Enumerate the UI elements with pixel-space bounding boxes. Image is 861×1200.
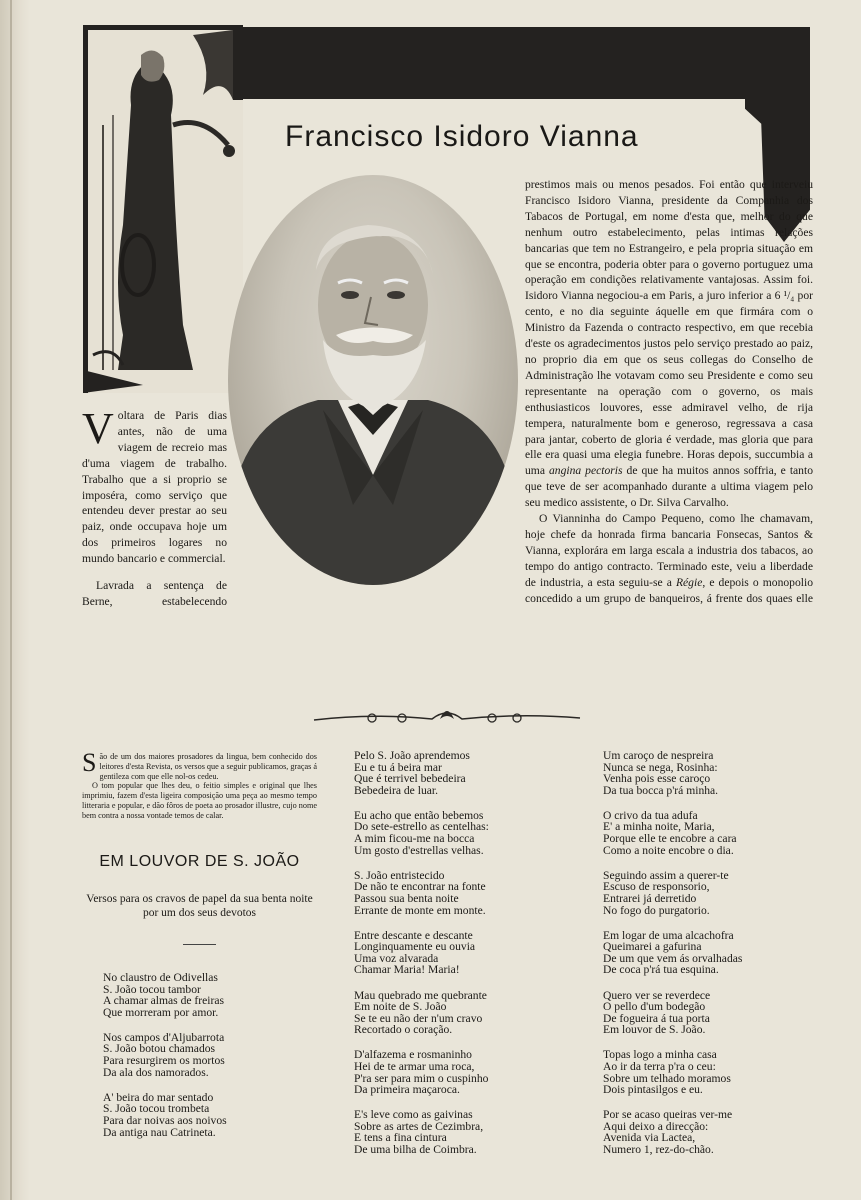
poem-line: De coca p'rá tua esquina. xyxy=(603,963,719,977)
poem-line: Escuso de responsorio, xyxy=(603,880,710,894)
poem-line: Se te eu não der n'um cravo xyxy=(354,1011,483,1025)
article-bottom-continuation xyxy=(82,610,447,690)
poem-line: O crivo da tua adufa xyxy=(603,808,698,822)
poem-line: Como a noite encobre o dia. xyxy=(603,843,734,857)
poem-line: Chamar Maria! Maria! xyxy=(354,963,460,977)
poem-stanza xyxy=(354,1109,489,1155)
poem-line: Topas logo a minha casa xyxy=(603,1048,717,1062)
poem-column-3 xyxy=(603,750,742,1169)
poem-line: Seguindo assim a querer-te xyxy=(603,868,729,882)
poem-stanza xyxy=(603,1049,742,1095)
article-right-column xyxy=(525,177,813,609)
poem-stanza xyxy=(103,1092,227,1138)
poem-stanza xyxy=(354,990,489,1036)
poem-divider-rule xyxy=(183,944,216,945)
poem-stanza xyxy=(603,930,742,976)
poem-line: Sobre as artes de Cezimbra, xyxy=(354,1119,484,1133)
poem-line: S. João botou chamados xyxy=(103,1042,216,1056)
poem-stanza xyxy=(603,990,742,1036)
poem-line: S. João tocou trombeta xyxy=(103,1102,210,1116)
poem-line: Que é terrivel bebedeira xyxy=(354,772,466,786)
poem-line: De um que vem ás orvalhadas xyxy=(603,951,743,965)
poem-line: Para resurgirem os mortos xyxy=(103,1054,225,1068)
poem-line: Da ala dos namorados. xyxy=(103,1065,209,1079)
poem-stanza xyxy=(103,972,227,1018)
poem-line: Porque elle te encobre a cara xyxy=(603,832,737,846)
poem-line: Da antiga nau Catrineta. xyxy=(103,1125,216,1139)
poem-line: Do sete-estrello as centelhas: xyxy=(354,820,489,834)
poem-line: Sobre um telhado moramos xyxy=(603,1071,731,1085)
poem-stanza xyxy=(354,810,489,856)
poem-line: Um caroço de nespreira xyxy=(603,749,714,762)
poem-line: Em louvor de S. João. xyxy=(603,1023,706,1037)
poem-stanza xyxy=(603,1109,742,1155)
page-gutter xyxy=(0,0,30,1200)
poem-column-1 xyxy=(103,972,227,1152)
drop-cap: V xyxy=(82,404,114,453)
article-left-paragraph-2 xyxy=(82,578,227,608)
poem-line: A' beira do mar sentado xyxy=(103,1090,214,1104)
poem-line: Ao ir da terra p'ra o ceu: xyxy=(603,1059,716,1073)
poem-line: E's leve como as gaivinas xyxy=(354,1108,473,1122)
poem-line: Que morreram por amor. xyxy=(103,1005,219,1019)
poem-line: D'alfazema e rosmaninho xyxy=(354,1048,472,1062)
poem-line: A chamar almas de freiras xyxy=(103,994,225,1008)
poem-line: Para dar noivas aos noivos xyxy=(103,1113,227,1127)
poem-line: Eu acho que então bebemos xyxy=(354,808,484,822)
text-run: prestimos mais ou menos pesados. Foi então que interveiu Francisco Isidoro Vianna, presidente da Companhia dos Tabacos de Portugal, em nome d'esta que, melhor do que nenhum outro estabelecimento, pelas intimas relações bancarias que tem no Estrangeiro, e pela propria situação em que se encontra, poderia obter para o governo portuguez uma operação em condições relativamente vantajosas. Assim foi. Isidoro Vianna negociou-a em Paris, a juro inferior a 6 ¹/₄ por cento, e no dia seguinte áquelle em que firmára com o Ministro da Fazenda o contracto respectivo, em que recebia d'este os agradecimentos justos pelo serviço prestado ao paiz, no proprio dia em que os seus collegas do Conselho de Administração lhe votavam como seu Presidente e como seu representante na operação com o governo, os mais enthusiasticos louvores, esse admiravel velho, de rija tempera, naturalmente bom e generoso, regressava a casa para jantar, coberto de gloria é verdade, mas gloria que para elle era quasi uma elegia funebre. Horas depois, succumbia a uma xyxy=(525,178,813,478)
article-paragraph: oltara de Paris dias antes, não de uma viagem de recreio mas d'uma viagem de trabalho. Trabalho que a si proprio se imposéra, como serviço que entendeu dever prestar ao seu paiz, onde occupava hoje um dos primeiros logares no mundo bancario e commercial. xyxy=(82,409,227,566)
poem-line: E tens a fina cintura xyxy=(354,1131,447,1145)
poem-line: Pelo S. João aprendemos xyxy=(354,749,470,762)
article-paragraph xyxy=(525,177,813,511)
poem-line: De fogueira á tua porta xyxy=(603,1011,710,1025)
poem-line: Longinquamente eu ouvia xyxy=(354,940,476,954)
decorative-border-top xyxy=(235,27,810,99)
intro-paragraph: O tom popular que lhes deu, o feitio simples e original que lhes imprimiu, fazem d'esta ligeira composição uma peça ao mesmo tempo litteraria e popular, e dão fôros de poeta ao prosador illustre, cujo nome bem contra a nossa vontade temos de calar. xyxy=(82,781,317,820)
poem-line: Eu e tu á beira mar xyxy=(354,760,442,774)
article-paragraph xyxy=(525,511,813,609)
poem-line: Numero 1, rez-do-chão. xyxy=(603,1143,714,1157)
poem-stanza xyxy=(354,870,489,916)
text-run: O Vianninha do Campo Pequeno, como lhe chamavam, hoje chefe da honrada firma bancaria Fonsecas, Santos & Vianna, explorára em larga escala a industria dos tabacos, ao tempo do antigo contracto. Terminado este, veiu a liberdade de industria, a esta seguiu-se a xyxy=(525,512,813,589)
ornamental-divider xyxy=(312,705,582,731)
poem-stanza xyxy=(103,1032,227,1078)
poem-line: Hei de te armar uma roca, xyxy=(354,1059,475,1073)
poem-stanza xyxy=(603,870,742,916)
poem-line: No claustro de Odivellas xyxy=(103,971,218,984)
poem-line: P'ra ser para mim o cuspinho xyxy=(354,1071,489,1085)
poem-line: No fogo do purgatorio. xyxy=(603,903,710,917)
poem-line: S. João entristecido xyxy=(354,868,445,882)
poem-line: Aqui deixo a direcção: xyxy=(603,1119,709,1133)
poem-line: De uma bilha de Coimbra. xyxy=(354,1143,477,1157)
poem-line: Dois pintasilgos e eu. xyxy=(603,1083,703,1097)
poem-line: Passou sua benta noite xyxy=(354,891,459,905)
poem-line: Avenida via Lactea, xyxy=(603,1131,696,1145)
poem-line: Em noite de S. João xyxy=(354,1000,447,1014)
intro-paragraph: ão de um dos maiores prosadores da lingua, bem conhecido dos leitores d'esta Revista, os versos que a seguir publicamos, graças á gentileza com que elle nol-os cedeu. xyxy=(99,752,317,781)
poem-line: Em logar de uma alcachofra xyxy=(603,928,734,942)
poem-line: Nunca se nega, Rosinha: xyxy=(603,760,718,774)
poem-introduction xyxy=(82,748,317,821)
poem-line: Uma voz alvarada xyxy=(354,951,439,965)
poem-line: Da primeira maçaroca. xyxy=(354,1083,460,1097)
poem-line: Mau quebrado me quebrante xyxy=(354,988,487,1002)
poem-line: De não te encontrar na fonte xyxy=(354,880,486,894)
poem-line: E' a minha noite, Maria, xyxy=(603,820,715,834)
article-title: Francisco Isidoro Vianna xyxy=(285,120,639,153)
poem-stanza xyxy=(354,1049,489,1095)
poem-line: Bebedeira de luar. xyxy=(354,783,439,797)
article-left-column xyxy=(82,404,227,567)
poem-stanza xyxy=(603,750,742,796)
poem-column-2 xyxy=(354,750,489,1169)
poem-line: Nos campos d'Aljubarrota xyxy=(103,1030,225,1044)
poem-line: Errante de monte em monte. xyxy=(354,903,486,917)
text-run: de que ha muitos annos soffria, e tanto que teve de ser acompanhado durante a ultima viagem pelo seu medico assistente, o Dr. Silva Carvalho. xyxy=(525,464,813,510)
poem-subtitle: Versos para os cravos de papel da sua benta noite por um dos seus devotos xyxy=(86,893,313,919)
poem-title: EM LOUVOR DE S. JOÃO xyxy=(99,853,300,870)
article-paragraph: Lavrada a sentença de Berne, estabelecendo xyxy=(82,579,227,608)
text-run: , e depois o monopolio concedido a um grupo de banqueiros, á frente dos quaes elle xyxy=(525,575,813,605)
drop-cap: S xyxy=(82,748,97,777)
poem-line: Queimarei a gafurina xyxy=(603,940,702,954)
poem-stanza xyxy=(354,930,489,976)
portrait-photo xyxy=(228,175,518,585)
poem-line: Entre descante e descante xyxy=(354,928,473,942)
allegorical-figure-illustration xyxy=(83,25,243,393)
poem-line: Recortado o coração. xyxy=(354,1023,453,1037)
poem-line: A mim ficou-me na bocca xyxy=(354,832,475,846)
poem-line: Um gosto d'estrellas velhas. xyxy=(354,843,484,857)
poem-line: Da tua bocca p'rá minha. xyxy=(603,783,719,797)
poem-line: Venha pois esse caroço xyxy=(603,772,711,786)
poem-line: S. João tocou tambor xyxy=(103,982,201,996)
poem-stanza xyxy=(603,810,742,856)
binding-line xyxy=(10,0,12,1200)
italic-term: Régie xyxy=(675,575,703,589)
italic-term: angina pectoris xyxy=(548,464,623,478)
poem-stanza xyxy=(354,750,489,796)
poem-line: O pello d'um bodegão xyxy=(603,1000,706,1014)
poem-line: Por se acaso queiras ver-me xyxy=(603,1108,733,1122)
poem-line: Entrarei já derretido xyxy=(603,891,697,905)
poem-line: Quero ver se reverdece xyxy=(603,988,711,1002)
